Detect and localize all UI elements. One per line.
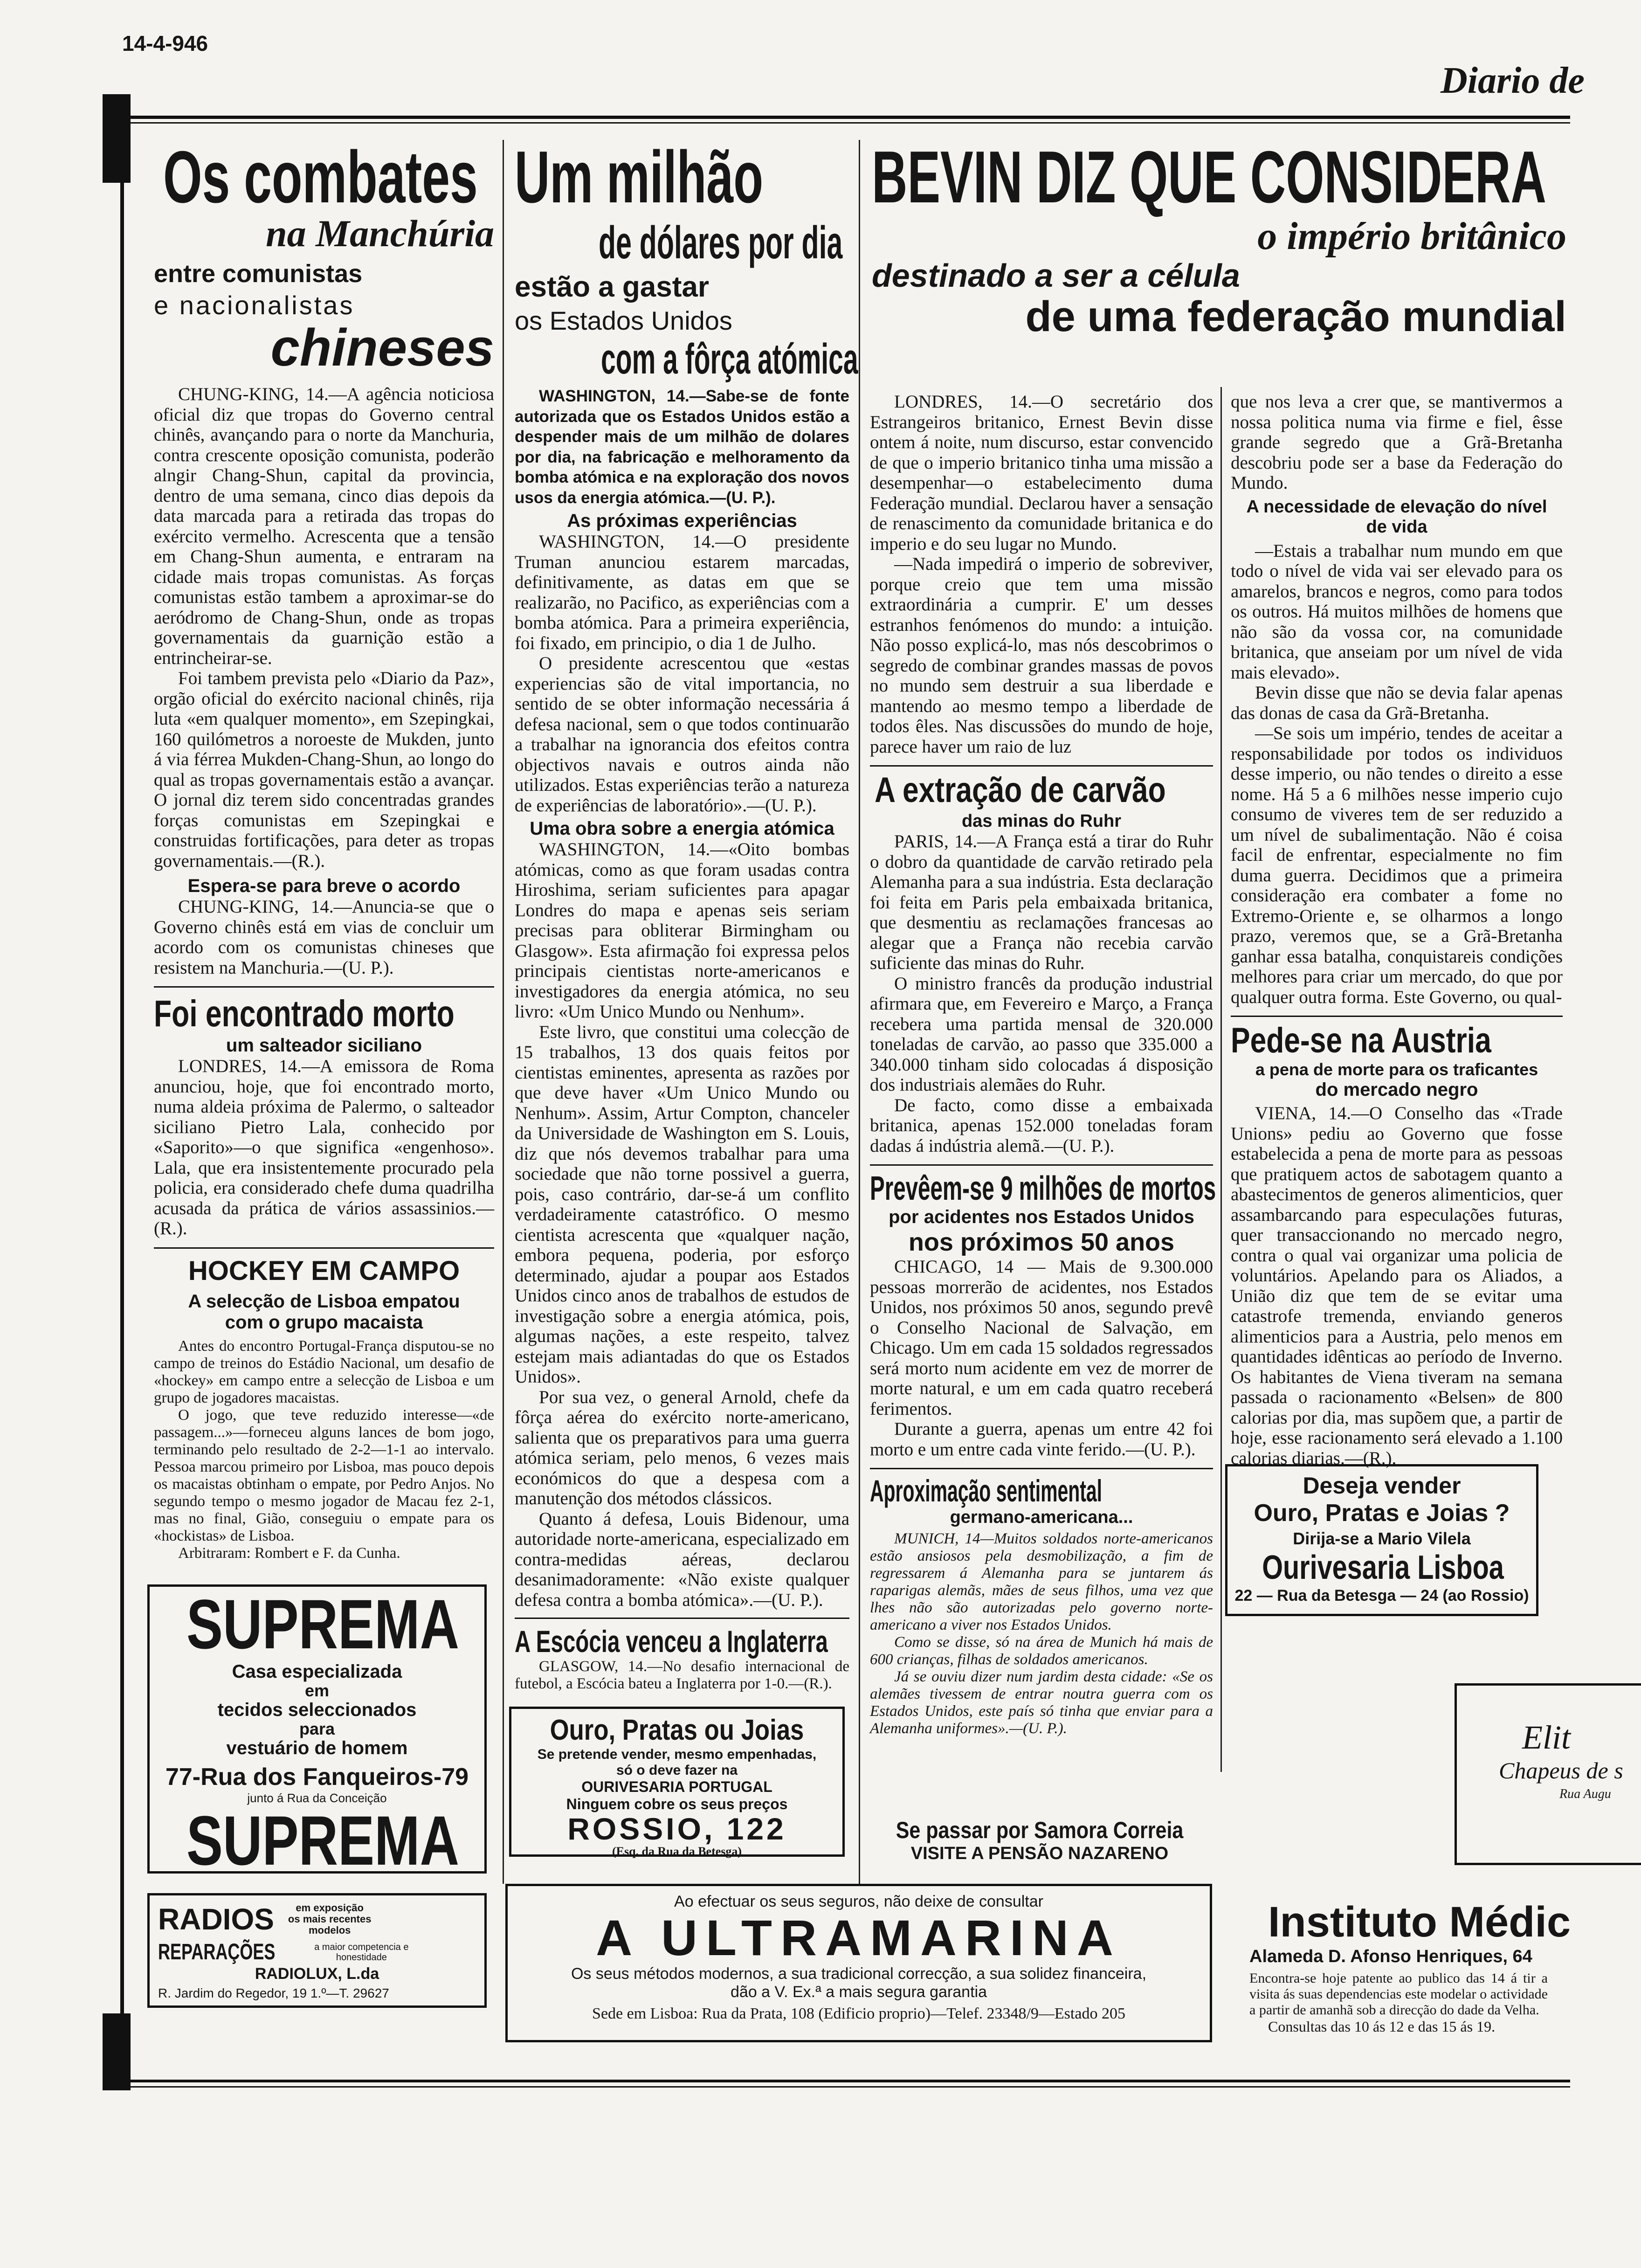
col1 <box>154 136 494 1562</box>
elite-l2: Chapeus de s <box>1499 1757 1623 1784</box>
ourop-l4: Ninguem cobre os seus preços <box>566 1796 788 1812</box>
col1-headline-6: Foi encontrado morto <box>154 993 455 1034</box>
aproximacao-sub: germano-americana... <box>950 1507 1133 1527</box>
elite-l3: Rua Augu <box>1559 1787 1611 1801</box>
aprox-p1: MUNICH, 14—Muitos soldados norte-americanos estão ansiosos pela desmobilização, a fim de regressarem á Alemanha para se juntarem ás raparigas alemãs, mães de seus filhos, uma vez que lhes não são autorizadas pelo governo norte-americano a viver nos Estados Unidos. <box>870 1530 1213 1633</box>
ultramarina-l2: Os seus métodos modernos, a sua tradicional correcção, a sua solidez financeira, <box>571 1965 1147 1983</box>
mortos-story <box>870 1257 1213 1459</box>
bevin-headline-3: destinado a ser a célula <box>872 257 1240 294</box>
col2-headline-1: Um milhão <box>515 136 764 218</box>
col2-lead-text: WASHINGTON, 14.—Sabe-se de fonte autorizada que os Estados Unidos estão a despender mais de um milhão de dolares por dia, na fabricação e melhoramento da bomba atómica e na exploração dos novos usos da energia atómica.—(U. P.). <box>515 387 849 507</box>
col1-story-4 <box>154 1338 494 1562</box>
ultramarina-l3: dão a V. Ex.ª a mais segura garantia <box>731 1983 987 2001</box>
ad-ourivesaria-portugal <box>509 1707 845 1857</box>
col4 <box>1231 392 1563 1468</box>
ourol-l2: Ouro, Pratas e Joias ? <box>1254 1500 1510 1527</box>
suprema-logo-bottom: SUPREMA <box>186 1801 460 1880</box>
ad-suprema <box>147 1584 487 1880</box>
aprox-p2: Como se disse, só na área de Munich há mais de 600 crianças, filhas de soldados americanos. <box>870 1634 1213 1668</box>
col2-p4: Este livro, que constitui uma colecção de 15 trabalhos, 13 dos quais feitos por cientistas eminentes, apresenta as razões por que deve haver «Um Unico Mundo ou Nenhum». Assim, Artur Compton, chanceler da Universidade de Washington em S. Louis, diz que nós devemos trabalhar para uma sociedade que não torne possivel a guerra, pois, caso contrário, dar-se-á um conflito verdadeiramente catastrófico. O mesmo cientista acrescenta que «qualquer nação, embora pequena, poderia, por esforço determinado, ajudar a poupar aos Estados Unidos cinco anos de trabalhos de estudos de investigação sobre a energia atómica, pois, algumas nações, a este respeito, talvez estejam mais adiantadas do que os Estados Unidos». <box>515 1022 849 1387</box>
col1-headline-1: Os combates <box>163 136 478 218</box>
mortos-headline: Prevêem-se 9 milhões de mortos <box>870 1170 1216 1207</box>
aproximacao-headline: Aproximação sentimental <box>870 1473 1103 1508</box>
bevin-b1: que nos leva a crer que, se mantivermos a nossa politica numa via firme e fiel, êsse grande segredo que a Grã-Bretanha descobriu pode ser a base da Federação do Mundo. <box>1231 392 1563 493</box>
col2-story-2 <box>515 839 849 1610</box>
suprema-addr: 77-Rua dos Fanqueiros-79 <box>165 1763 469 1791</box>
austria-sub-2: do mercado negro <box>1315 1079 1478 1100</box>
col2 <box>515 136 858 1693</box>
col1-headline-4: e nacionalistas <box>154 290 355 320</box>
austria-headline: Pede-se na Austria <box>1231 1021 1491 1060</box>
radiolux-r1c: os mais recentes <box>288 1913 372 1925</box>
header-rule-thin <box>125 122 1570 124</box>
col2-headline-3: estão a gastar <box>515 271 709 303</box>
left-black-bar <box>103 94 131 183</box>
col2-headline-4: os Estados Unidos <box>515 306 732 335</box>
col2-p3: WASHINGTON, 14.—«Oito bombas atómicas, como as que foram usadas contra Hiroshima, seriam suficientes para apagar Londres do mapa e apenas seis seriam precisas para obliterar Birmingham ou Glasgow». Esta afirmação foi expressa pelos principais cientistas norte-americanos e investigadores da energia atómica, no seu livro: «Um Unico Mundo ou Nenhum». <box>515 839 849 1022</box>
bevin-b4: —Se sois um império, tendes de aceitar a responsabilidade por todos os individuos desse imperio, ou não tendes o direito a esse nome. Há 5 a 6 milhões nesse imperio cujo consumo de viveres tem de ser reduzido a um nível de subalimentação. Não é coisa facil de enfrentar, especialmente no fim duma guerra. Decidimos que a primeira consideração era combater a fome no Extremo-Oriente e, se olharmos a longo prazo, veremos que, se a Grã-Bretanha ganhar essa batalha, conquistareis condições melhores para criar um mercado, do que por qualquer outra forma. Este Governo, ou qual- <box>1231 723 1563 1007</box>
radiolux-r4: R. Jardim do Regedor, 19 1.º—T. 29627 <box>158 1986 389 2000</box>
nazareno-l1: Se passar por Samora Correia <box>896 1817 1184 1843</box>
col2-headline-2: de dólares por dia <box>599 217 843 268</box>
carvao-story <box>870 831 1213 1156</box>
instituto-name: Instituto Médic <box>1268 1898 1571 1946</box>
radiolux-r2: REPARAÇÕES <box>158 1940 276 1964</box>
col1-p3: CHUNG-KING, 14.—Anuncia-se que o Governo chinês está em vias de concluir um acordo com os comunistas chineses que resistem na Manchuria.—(U. P.). <box>154 897 494 978</box>
suprema-near: junto á Rua da Conceição <box>247 1791 387 1805</box>
carvao-p2: O ministro francês da produção industrial afirmara que, em Fevereiro e Março, a França recebera uma partida mensal de 320.000 toneladas de carvão, ao passo que 335.000 a 340.000 tinham sido colocadas á disposição dos industriais alemães do Ruhr. <box>870 973 1213 1095</box>
col2-sub-2: Uma obra sobre a energia atómica <box>530 818 834 839</box>
col1-story-2 <box>154 897 494 978</box>
ad-ourivesaria-lisboa <box>1225 1464 1538 1616</box>
bevin-headline-1: BEVIN DIZ QUE CONSIDERA <box>872 136 1546 218</box>
bottom-rule <box>125 2080 1570 2082</box>
left-black-bar-bottom <box>103 2013 131 2090</box>
suprema-logo-top: SUPREMA <box>186 1585 460 1663</box>
radiolux-r1: RADIOS <box>158 1902 274 1936</box>
suprema-l3: tecidos seleccionados <box>217 1700 417 1720</box>
bevin-story-b <box>1231 392 1563 493</box>
bottom-rule-thin <box>125 2086 1570 2088</box>
elite-l1: Elit <box>1522 1719 1571 1756</box>
radiolux-r1d: modelos <box>308 1924 351 1936</box>
ourol-l1: Deseja vender <box>1303 1473 1461 1499</box>
col2-p5: Por sua vez, o general Arnold, chefe da fôrça aérea do exército norte-americano, salienta que os preparativos para uma guerra atómica seriam, pelo menos, 6 vezes mais económicos do que a despesa com a manutenção dos métodos clássicos. <box>515 1387 849 1508</box>
ad-ultramarina <box>505 1884 1212 2042</box>
austria-sub-1: a pena de morte para os traficantes <box>1255 1060 1538 1079</box>
instituto-l2: Encontra-se hoje patente ao publico das 14 á tir a visita ás suas dependencias este modelar o actividade a partir de amanhã sob a direcção do dade da Velha. <box>1249 1971 1548 2018</box>
instituto-l1: Alameda D. Afonso Henriques, 64 <box>1249 1947 1532 1966</box>
radiolux-r2b: a maior competencia e <box>314 1942 409 1952</box>
col1-headline-3: entre comunistas <box>154 260 363 288</box>
bevin-sub: A necessidade de elevação do nível de vida <box>1246 497 1547 537</box>
col1-story-3 <box>154 1056 494 1239</box>
col1-p1: CHUNG-KING, 14.—A agência noticiosa oficial diz que tropas do Governo central chinês, avançando para o norte da Manchuria, contra crescente oposição comunista, poderão alngir Chang-Shun, capital da provincia, dentro de uma semana, cinco dias depois da data marcada para a retirada das tropas do exército vermelho. Acrescenta que a tensão em Chang-Shun aumenta, e entraram na cidade mais tropas comunistas. As forças comunistas estão tambem a aproximar-se do aeródromo de Chang-Shun, onde as tropas governamentais da guarnição estão a entrincheirar-se. <box>154 384 494 668</box>
bevin-story-a <box>870 392 1213 757</box>
ourop-l5: ROSSIO, 122 <box>567 1812 786 1846</box>
bevin-story-c <box>1231 541 1563 1008</box>
page-date: 14-4-946 <box>122 31 208 55</box>
bevin-a1: LONDRES, 14.—O secretário dos Estrangeiros britanico, Ernest Bevin disse ontem á noite, num discurso, estar convencido de que o imperio britanico tinha uma missão a desempenhar—o estabelecimento duma Federação mundial. Declarou haver a sensação de renascimento da comunidade britanica e do imperio e do seu lugar no Mundo. <box>870 392 1213 554</box>
austria-p1: VIENA, 14.—O Conselho das «Trade Unions» pediu ao Governo que fosse estabelecida a pena de morte para as pessoas que pratiquem actos de sabotagem quanto a abastecimentos de generos alimenticios, quer assambarcando para especulações futuras, quer transaccionando no mercado negro, contra o qual vai organizar uma policia de voluntários. Apelando para os Aliados, a União diz que tem de se evitar uma catastrofe tremenda, enviando generos alimenticios para a Austria, pelo menos em quantidades idênticas ao período de Inverno. Os habitantes de Viena tiveram na semana passada o racionamento «Belsen» de 800 calorias por dia, mas supõem que, a partir de hoje, esse racionamento será elevado a 1.100 calorias diarias.—(R.). <box>1231 1103 1563 1468</box>
col1-sub-3: A selecção de Lisboa empatou <box>188 1291 460 1312</box>
radiolux-r1b: em exposição <box>296 1902 364 1914</box>
suprema-l2: em <box>304 1681 330 1700</box>
col1-p5: Antes do encontro Portugal-França disputou-se no campo de treinos do Estádio Nacional, um desafio de «hockey» em campo entre a selecção de Lisboa e um grupo de jogadores macaistas. <box>154 1337 494 1406</box>
col1-story-1 <box>154 384 494 871</box>
ad-instituto <box>1231 1898 1576 2035</box>
col1-headline-2: na Manchúria <box>266 212 494 255</box>
carvao-p3: De facto, como disse a embaixada britanica, apenas 152.000 toneladas foram dadas á indústria alemã.—(U. P.). <box>870 1095 1213 1156</box>
bevin-head <box>872 136 1566 341</box>
col1-headline-5: chineses <box>270 318 494 377</box>
col3a <box>870 392 1216 1737</box>
col2-sub-1: As próximas experiências <box>567 511 797 531</box>
austria-story <box>1231 1103 1563 1468</box>
col2-p7: GLASGOW, 14.—No desafio internacional de futebol, a Escócia bateu a Inglaterra por 1-0.—(R.). <box>515 1658 849 1692</box>
bevin-b3: Bevin disse que não se devia falar apenas das donas de casa da Grã-Bretanha. <box>1231 683 1563 723</box>
left-margin-rule <box>120 182 124 2014</box>
col1-p4: LONDRES, 14.—A emissora de Roma anunciou, hoje, que foi encontrado morto, numa aldeia próxima de Palermo, o salteador siciliano Pietro Lala, conhecido por «Saporito»—o que significa «engenhoso». Lala, que era insistentemente procurado pela policia, era considerado chefe duma quadrilha acusada da prática de vários assassinios.—(R.). <box>154 1056 494 1238</box>
col1-p2: Foi tambem prevista pelo «Diario da Paz», orgão oficial do exército nacional chinês, rija luta «em qualquer momento», em Szepingkai, 160 quilómetros a noroeste de Mukden, junto á via férrea Mukden-Chang-Shun, ao longo do qual as tropas governamentais estão a avançar. O jornal diz terem sido concentradas grandes forças comunistas em Szepingkai e construidas fortificações, para deter as tropas governamentais.—(R.). <box>154 668 494 871</box>
header-rule <box>125 116 1570 119</box>
radiolux-r3: RADIOLUX, L.da <box>255 1965 379 1983</box>
col1-sub-4: com o grupo macaista <box>225 1312 423 1333</box>
carvao-sub: das minas do Ruhr <box>961 811 1122 831</box>
ultramarina-name: A ULTRAMARINA <box>596 1909 1122 1966</box>
aproximacao-story <box>870 1530 1213 1737</box>
ourol-l3: Dirija-se a Mario Vilela <box>1293 1529 1471 1548</box>
mortos-p1: CHICAGO, 14 — Mais de 9.300.000 pessoas morrerão de acidentes, nos Estados Unidos, nos próximos 50 anos, segundo prevê o Conselho Nacional de Salvação, em Chicago. Um em cada 15 soldados regressados será morto num acidente em vez de morrer de morte natural, e um em cada quatro receberá ferimentos. <box>870 1257 1213 1419</box>
carvao-p1: PARIS, 14.—A França está a tirar do Ruhr o dobro da quantidade de carvão retirado pela Alemanha para a sua indústria. Esta declaração foi feita em Paris pela embaixada britanica, que desmentiu as reclamações francesas ao alegar que a França não recebia carvão suficiente das minas do Ruhr. <box>870 831 1213 973</box>
ourop-l2: Se pretende vender, mesmo empenhadas, só o deve fazer na <box>537 1747 817 1778</box>
aprox-p3: Já se ouviu dizer num jardim desta cidade: «Se os alemães tivessem de entrar noutra guerra com os Estados Unidos, este país só tinha que enviar para a Alemanha uniformes».—(U. P.). <box>870 1668 1213 1737</box>
col1-sub-1: Espera-se para breve o acordo <box>187 876 461 896</box>
col1-p6: O jogo, que teve reduzido interesse—«de passagem...»—forneceu alguns lances de bom jogo, terminando pelo resultado de 2-2—1-1 ao intervalo. Pessoa marcou primeiro por Lisboa, mas pouco depois os macaistas obtinham o empate, por Pedro Anjos. No segundo tempo o mesmo jogador de Macau fez 2-1, mas no final, Gião, conseguiu o empate para os «hockistas» de Lisboa. <box>154 1406 494 1544</box>
carvao-headline: A extração de carvão <box>875 770 1166 810</box>
ourop-l1: Ouro, Pratas ou Joias <box>550 1714 804 1746</box>
ourol-l4: Ourivesaria Lisboa <box>1262 1549 1504 1586</box>
col-sep-2 <box>859 140 860 1884</box>
ad-elite <box>1455 1683 1641 1865</box>
ultramarina-l4: Sede em Lisboa: Rua da Prata, 108 (Edificio proprio)—Telef. 23348/9—Estado 205 <box>592 2005 1125 2022</box>
ad-radiolux <box>147 1893 487 2008</box>
col2-story-3 <box>515 1658 849 1693</box>
ourop-l3: OURIVESARIA PORTUGAL <box>581 1778 772 1795</box>
ourop-l6: (Esq. da Rua da Betesga) <box>612 1845 742 1858</box>
bevin-headline-4: de uma federação mundial <box>1025 293 1566 340</box>
col2-story-1 <box>515 532 849 816</box>
bevin-a2: —Nada impedirá o imperio de sobreviver, porque creio que tem uma missão extraordinária a cumprir. E' um desses estranhos fenómenos do mundo: a intuição. Não posso explicá-lo, mas nós descobrimos o segredo de combinar grandes massas de povos no mundo sem destruir a sua liberdade e mantendo ao mesmo tempo a liberdade de todos êles. Nas discussões do mundo de hoje, parece haver um raio de luz <box>870 554 1213 757</box>
mortos-sub-1: por acidentes nos Estados Unidos <box>889 1207 1194 1227</box>
radiolux-r2c: honestidade <box>336 1952 387 1963</box>
suprema-l5: vestuário de homem <box>226 1738 408 1758</box>
col2-p2: O presidente acrescentou que «estas experiencias são de vital importancia, no sentido de se obter informação necessária á defesa nacional, sem o que todos continuarão a trabalhar na ignorancia dos efeitos contra objectivos navais e outros ainda não utilizados. Estas experiências terão a natureza de experiências de laboratório».—(U. P.). <box>515 653 849 816</box>
col2-p1: WASHINGTON, 14.—O presidente Truman anunciou estarem marcadas, definitivamente, as datas em que se realizarão, no Pacifico, as experiências com a bomba atómica. Para a primeira experiência, foi fixado, em principio, o dia 1 de Julho. <box>515 532 849 653</box>
bevin-b2: —Estais a trabalhar num mundo em que todo o nível de vida vai ser elevado para os amarelos, brancos e negros, como para todos os outros. Há muitos milhões de homens que não são da vossa cor, na comunidade britanica, que anseiam por um nível de vida mais elevado». <box>1231 540 1563 683</box>
mortos-p2: Durante a guerra, apenas um entre 42 foi morto e um entre cada vinte ferido.—(U. P.). <box>870 1419 1213 1459</box>
bevin-headline-2: o império britânico <box>1257 214 1566 258</box>
col2-headline-5: com a fôrça atómica <box>601 335 858 383</box>
masthead: Diario de <box>1441 60 1585 101</box>
col1-sub-2: um salteador siciliano <box>226 1035 422 1056</box>
col-sep-3 <box>1220 387 1222 1772</box>
col1-headline-7: HOCKEY EM CAMPO <box>188 1255 460 1286</box>
instituto-l3: Consultas das 10 ás 12 e das 15 ás 19. <box>1268 2018 1496 2035</box>
col1-p7: Arbitraram: Rombert e F. da Cunha. <box>178 1544 400 1562</box>
col-sep-1 <box>503 140 504 1884</box>
col2-headline-6: A Escócia venceu a Inglaterra <box>515 1624 828 1659</box>
col2-lead <box>515 386 849 508</box>
nazareno-l2: VISITE A PENSÃO NAZARENO <box>910 1844 1169 1863</box>
ultramarina-l1: Ao efectuar os seus seguros, não deixe de consultar <box>674 1893 1043 1910</box>
ourol-l5: 22 — Rua da Betesga — 24 (ao Rossio) <box>1234 1587 1529 1604</box>
col2-p6: Quanto á defesa, Louis Bidenour, uma autoridade norte-americana, especializado em contra-medidas aéreas, declarou desanimadoramente: «Não existe qualquer defesa contra a bomba atómica».—(U. P.). <box>515 1508 849 1610</box>
mortos-sub-2: nos próximos 50 anos <box>908 1228 1175 1256</box>
suprema-l4: para <box>299 1719 335 1738</box>
suprema-l1: Casa especializada <box>232 1661 402 1682</box>
ad-nazareno <box>867 1817 1212 1864</box>
